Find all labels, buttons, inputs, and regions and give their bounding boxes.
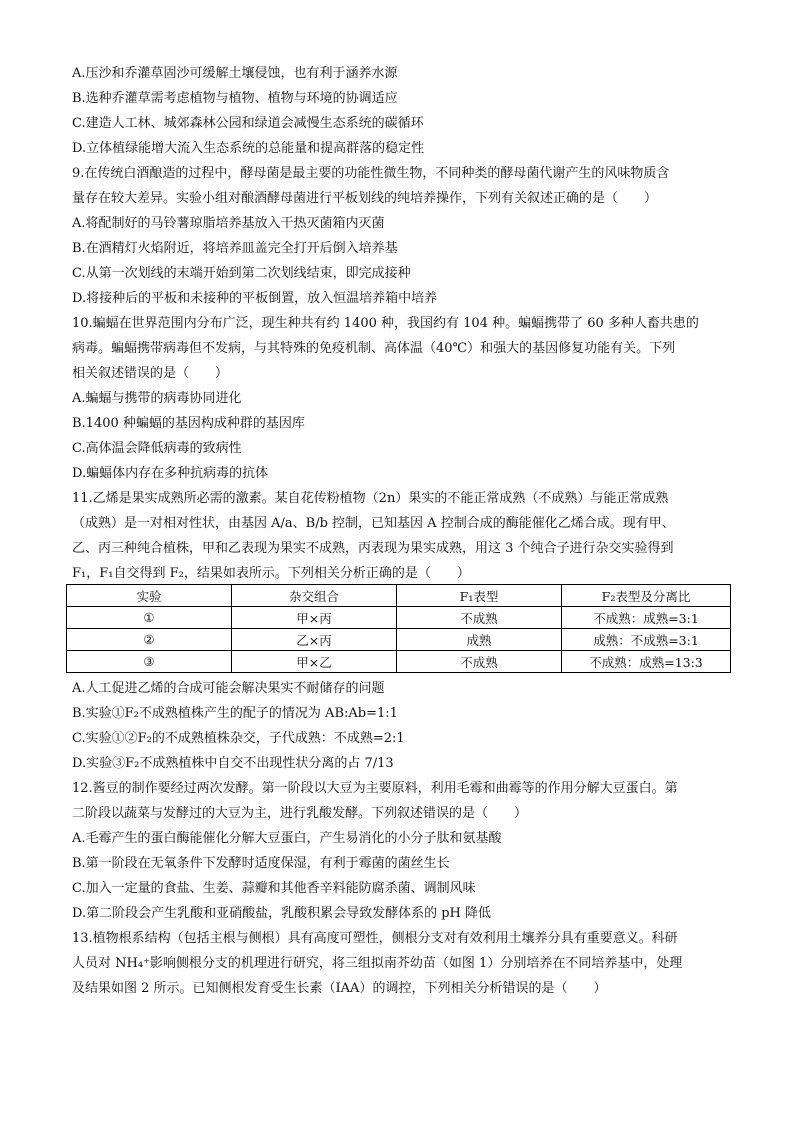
header-f1-phenotype: F₁表型 — [397, 585, 562, 607]
experiment-table — [66, 584, 731, 673]
cell-f2: 不成熟：成熟=13:3 — [562, 651, 731, 673]
question-9-line-1: 9.在传统白酒酿造的过程中，酵母菌是最主要的功能性微生物，不同种类的酵母菌代谢产生的风味物质含 — [72, 166, 670, 181]
question-10-line-1: 10.蝙蝠在世界范围内分布广泛，现生种共有约 1400 种，我国约有 104 种。蝙蝠携带了 60 多种人畜共患的 — [72, 316, 699, 331]
option-9c: C.从第一次划线的末端开始到第二次划线结束，即完成接种 — [72, 266, 411, 281]
option-9a: A.将配制好的马铃薯琼脂培养基放入干热灭菌箱内灭菌 — [72, 216, 385, 231]
question-11-line-3: 乙、丙三种纯合植株，甲和乙表现为果实不成熟，丙表现为果实成熟，用这 3 个纯合子进行杂交实验得到 — [72, 541, 674, 556]
option-12a: A.毛霉产生的蛋白酶能催化分解大豆蛋白，产生易消化的小分子肽和氨基酸 — [72, 831, 502, 846]
question-10-line-2: 病毒。蝙蝠携带病毒但不发病，与其特殊的免疫机制、高体温（40℃）和强大的基因修复功能有关。下列 — [72, 341, 676, 356]
cell-f2: 不成熟：成熟=3:1 — [562, 607, 731, 629]
cell-experiment: ① — [67, 607, 232, 629]
cell-cross: 乙×丙 — [232, 629, 397, 651]
option-12b: B.第一阶段在无氧条件下发酵时适度保湿，有利于霉菌的菌丝生长 — [72, 856, 450, 871]
cell-cross: 甲×丙 — [232, 607, 397, 629]
header-f2-ratio: F₂表型及分离比 — [562, 585, 731, 607]
question-12-line-1: 12.酱豆的制作要经过两次发酵。第一阶段以大豆为主要原料，利用毛霉和曲霉等的作用分解大豆蛋白。第 — [72, 781, 678, 796]
question-13-line-1: 13.植物根系结构（包括主根与侧根）具有高度可塑性，侧根分支对有效利用土壤养分具有重要意义。科研 — [72, 931, 678, 946]
question-13-line-3: 及结果如图 2 所示。已知侧根发育受生长素（IAA）的调控，下列相关分析错误的是（ ） — [72, 981, 607, 996]
option-11d: D.实验③F₂不成熟植株中自交不出现性状分离的占 7/13 — [72, 756, 394, 771]
question-11-line-1: 11.乙烯是果实成熟所必需的激素。某自花传粉植物（2n）果实的不能正常成熟（不成熟）与能正常成熟 — [72, 491, 669, 506]
option-9b: B.在酒精灯火焰附近，将培养皿盖完全打开后倒入培养基 — [72, 241, 398, 256]
option-11c: C.实验①②F₂的不成熟植株杂交，子代成熟：不成熟=2:1 — [72, 731, 405, 746]
table-row — [67, 629, 731, 651]
option-10b: B.1400 种蝙蝠的基因构成种群的基因库 — [72, 416, 305, 431]
option-8a: A.压沙和乔灌草固沙可缓解土壤侵蚀，也有利于涵养水源 — [72, 66, 398, 81]
table-header-row — [67, 585, 731, 607]
table-row — [67, 651, 731, 673]
option-11a: A.人工促进乙烯的合成可能会解决果实不耐储存的问题 — [72, 681, 385, 696]
table-row — [67, 607, 731, 629]
question-9-line-2: 量存在较大差异。实验小组对酿酒酵母菌进行平板划线的纯培养操作，下列有关叙述正确的是（ ） — [72, 191, 658, 206]
option-8b: B.选种乔灌草需考虑植物与植物、植物与环境的协调适应 — [72, 91, 398, 106]
option-12c: C.加入一定量的食盐、生姜、蒜瓣和其他香辛料能防腐杀菌、调制风味 — [72, 881, 476, 896]
cell-f1: 成熟 — [397, 629, 562, 651]
cell-experiment: ③ — [67, 651, 232, 673]
option-12d: D.第二阶段会产生乳酸和亚硝酸盐，乳酸积累会导致发酵体系的 pH 降低 — [72, 906, 492, 921]
cell-f1: 不成熟 — [397, 651, 562, 673]
question-12-line-2: 二阶段以蔬菜与发酵过的大豆为主，进行乳酸发酵。下列叙述错误的是（ ） — [72, 806, 528, 821]
option-10d: D.蝙蝠体内存在多种抗病毒的抗体 — [72, 466, 269, 481]
option-9d: D.将接种后的平板和未接种的平板倒置，放入恒温培养箱中培养 — [72, 291, 438, 306]
option-8c: C.建造人工林、城郊森林公园和绿道会减慢生态系统的碳循环 — [72, 116, 424, 131]
cell-experiment: ② — [67, 629, 232, 651]
cell-f1: 不成熟 — [397, 607, 562, 629]
option-10c: C.高体温会降低病毒的致病性 — [72, 441, 242, 456]
cell-cross: 甲×乙 — [232, 651, 397, 673]
question-11-line-2: （成熟）是一对相对性状，由基因 A/a、B/b 控制，已知基因 A 控制合成的酶能催化乙烯合成。现有甲、 — [72, 516, 675, 531]
cell-f2: 成熟：不成熟=3:1 — [562, 629, 731, 651]
option-10a: A.蝙蝠与携带的病毒协同进化 — [72, 391, 242, 406]
header-cross: 杂交组合 — [232, 585, 397, 607]
question-10-line-3: 相关叙述错误的是（ ） — [72, 366, 229, 381]
option-8d: D.立体植绿能增大流入生态系统的总能量和提高群落的稳定性 — [72, 141, 425, 156]
question-11-line-4: F₁，F₁自交得到 F₂，结果如表所示。下列相关分析正确的是（ ） — [72, 566, 470, 581]
option-11b: B.实验①F₂不成熟植株产生的配子的情况为 AB:Ab=1:1 — [72, 706, 398, 721]
header-experiment: 实验 — [67, 585, 232, 607]
question-13-line-2: 人员对 NH₄⁺影响侧根分支的机理进行研究，将三组拟南芥幼苗（如图 1）分别培养在不同培养基中，处理 — [72, 956, 683, 971]
